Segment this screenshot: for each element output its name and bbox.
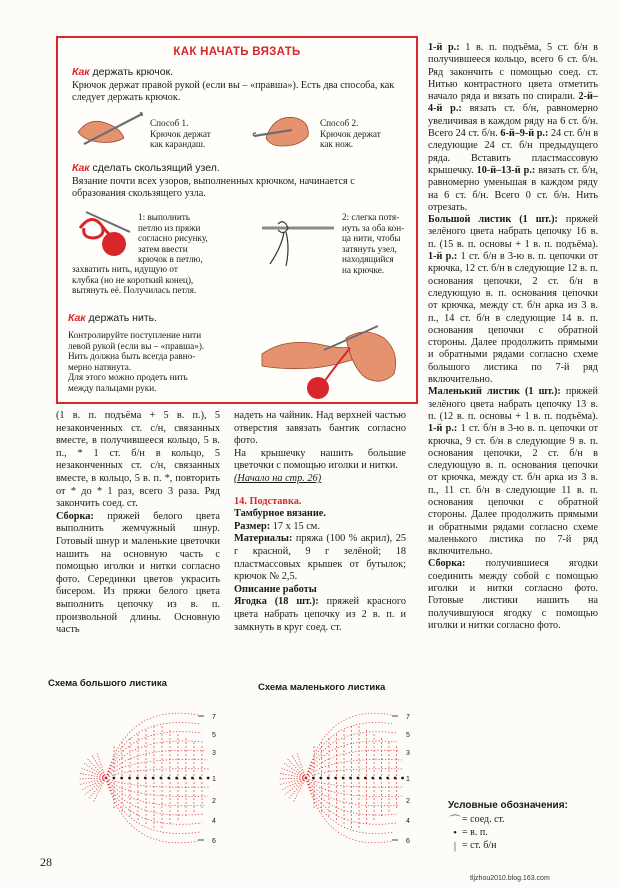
slip-knot-step2-illustration bbox=[256, 210, 336, 270]
hand-knife-grip-illustration bbox=[252, 110, 314, 150]
materials-line: Материалы: пряжа (100 % акрил), 25 г красной, 9 г зелёной; 18 пластмассовых крышек от бутылок; крючок № 2,5. bbox=[234, 533, 406, 583]
row-1-text: 1-й р.: 1 в. п. подъёма, 5 ст. б/н в получившееся кольцо, всего 6 ст. б/н. Ряд закончить с помощью соед. ст. Нитью контрастного цвета отметить начало ряда и вязать по спирали. 2-й–4-й р.: вязать ст. б/н, равномерно увеличивая в каждом ряду на 6 ст. б/н. Всего 24 ст. б/н. 6-й–9-й р.: 24 ст. б/н в следующие 24 ст. б/н предыдущего ряда. Вставить пластмассовую крышечку. 10-й–13-й р.: вязать ст. б/н, равномерно уменьшая в каждом ряду на 6 ст. б/н. Всего 0 ст. б/н. Нить отрезать. bbox=[428, 42, 599, 213]
chain-dot bbox=[175, 777, 178, 780]
chain-dot bbox=[207, 777, 210, 780]
row-label: 3 bbox=[406, 750, 410, 757]
stitch-row-upper bbox=[306, 750, 400, 778]
berry-start-text: Ягодка (18 шт.): пряжей красного цвета набрать цепочку из 2 в. п. и замкнуть в круг соед. ст. bbox=[234, 596, 407, 633]
size-line: Размер: 17 х 15 см. bbox=[234, 520, 320, 532]
page-number: 28 bbox=[40, 855, 52, 869]
stitch-row-lower bbox=[306, 778, 398, 815]
stitch-row-upper bbox=[306, 713, 392, 778]
slip-knot-heading: Как сделать скользящий узел. bbox=[72, 162, 220, 174]
fan-line bbox=[93, 778, 106, 803]
row-label: 6 bbox=[212, 838, 216, 845]
row-label: 2 bbox=[212, 798, 216, 805]
chain-dot bbox=[136, 777, 139, 780]
fan-line bbox=[78, 778, 106, 779]
final-assembly-text: Сборка: получившиеся ягодки соединить между собой с помощью иголки и нитки согласно фото. Готовые листики нашить на получившуюся ягодку с помощью иголки и нитки согласно фото. bbox=[428, 558, 598, 631]
row-label: 1 bbox=[212, 776, 216, 783]
big-leaf-chart-title: Схема большого листика bbox=[48, 678, 167, 689]
stitch-row-upper bbox=[306, 732, 396, 778]
row-label: 1 bbox=[406, 776, 410, 783]
fan-line bbox=[296, 752, 306, 778]
row-label: 7 bbox=[212, 714, 216, 721]
assembly-paragraph: Сборка: пряжей белого цвета выполнить жемчужный шнур. Готовый шнур и маленькие цветочки нашить на основную часть с помощью иголки и нитки согласно фото. Серединки цветов украсить бисером. Из пряжи белого цвета выполнить цепочку из в. п. произвольной длины. Основную часть bbox=[56, 510, 220, 636]
small-leaf-chart-title: Схема маленького листика bbox=[258, 682, 386, 693]
chain-dot bbox=[199, 777, 202, 780]
slip-knot-text: Вязание почти всех узоров, выполненных крючком, начинается с образования скользящего узла. bbox=[72, 176, 355, 199]
stitch-row-upper bbox=[106, 759, 208, 778]
step-1b-caption: захватить нить, идущую от клубка (но не короткий конец), вытянуть её. Получилась петля. bbox=[72, 264, 197, 296]
technique-label: Тамбурное вязание. bbox=[234, 508, 326, 520]
stitch-row-upper bbox=[106, 713, 198, 778]
method-2-caption: Способ 2. Крючок держат как нож. bbox=[320, 118, 381, 150]
hold-thread-heading: Как держать нить. bbox=[68, 312, 158, 324]
stitch-row-lower bbox=[306, 778, 392, 843]
slip-stitch-symbol-icon: ⌒ bbox=[449, 814, 461, 827]
row-label: 5 bbox=[406, 732, 410, 739]
fan-line bbox=[96, 752, 106, 778]
step-2-caption: 2: слегка потя- нуть за оба кон- ца нити, чтобы затянуть узел, находящийся на крючке. bbox=[342, 212, 405, 275]
continued-link[interactable]: (Начало на стр. 26) bbox=[234, 472, 322, 484]
single-crochet-symbol-icon: | bbox=[453, 839, 457, 852]
berry-tail-text: (1 в. п. подъёма + 5 в. п.), 5 незаконченных ст. с/н, связанных вместе, в получившееся кольцо, 5 в. п., * 1 ст. б/н в кольцо, 5 незаконченных ст. с/н, связанных вместе, в кольцо, 5 в. п. *, повторить от * до * 1 раз, всего 3 раза. Ряд закончить соед. ст. bbox=[56, 410, 220, 510]
chain-dot bbox=[319, 777, 322, 780]
legend-title: Условные обозначения: bbox=[448, 800, 568, 811]
stitch-row-lower bbox=[306, 778, 400, 806]
big-leaf-text: Большой листик (1 шт.): пряжей зелёного цвета набрать цепочку 16 в. п. (15 в. п. основы + 1 в. п. подъёма). 1-й р.: 1 ст. б/н в 3-ю в. п. цепочки от крючка, 12 ст. б/н в следующие 12 в. п. основания цепочки, 2 ст. б/н в следующую в. п. основания цепочки от крючка, между ст. б/н арка из 3 в. п., 14 ст. б/н в следующие 14 в. п. основания цепочки с обратной стороны. Далее продолжить прямыми и обратными рядами согласно схеме большого листика по 7-й ряд включительно. bbox=[428, 214, 599, 386]
fan-line bbox=[80, 768, 106, 778]
legend-item-single-crochet: | = ст. б/н bbox=[448, 839, 598, 852]
row-label: 5 bbox=[212, 732, 216, 739]
legend bbox=[448, 800, 598, 852]
chain-dot bbox=[312, 777, 315, 780]
row-label: 7 bbox=[406, 714, 410, 721]
source-credit: tljzhou2010.blog.163.com bbox=[470, 875, 550, 882]
fan-line bbox=[81, 778, 106, 790]
hold-thread-text: Контролируйте поступление нити левой рукой (если вы – «правша»). Нить должна быть всегда равно- мерно натянута. Для этого можно продеть нить между пальцами руки. bbox=[68, 330, 205, 393]
legend-item-slip-stitch: ⌒ = соед. ст. bbox=[448, 813, 598, 826]
fan-line bbox=[278, 778, 306, 779]
chain-dot bbox=[394, 777, 397, 780]
hold-hook-text: Крючок держат правой рукой (если вы – «правша»). Есть два способа, как следует держать крючок. bbox=[72, 80, 395, 103]
hand-pencil-grip-illustration bbox=[74, 110, 144, 148]
fan-line bbox=[291, 754, 306, 778]
work-description-heading: Описание работы bbox=[234, 583, 317, 595]
legend-item-chain: • = в. п. bbox=[448, 826, 598, 839]
row-label: 3 bbox=[212, 750, 216, 757]
how-to-start-box bbox=[56, 36, 418, 404]
stitch-row-lower bbox=[106, 778, 202, 824]
fan-line bbox=[281, 778, 306, 790]
section-heading: 14. Подставка. bbox=[234, 495, 302, 507]
row-label: 2 bbox=[406, 798, 410, 805]
teapot-text: надеть на чайник. Над верхней частью отверстия завязать бантик согласно фото. bbox=[234, 410, 406, 447]
chain-symbol-icon: • bbox=[453, 826, 457, 839]
stitch-row-upper bbox=[306, 759, 402, 778]
fan-line bbox=[88, 778, 106, 799]
fan-line bbox=[280, 768, 306, 778]
lid-text: На крышечку нашить большие цветочки с помощью иголки и нитки. bbox=[234, 447, 406, 472]
thread-hand-illustration bbox=[254, 308, 404, 400]
hold-hook-heading: Как держать крючок. bbox=[72, 66, 174, 78]
chain-dot bbox=[128, 777, 131, 780]
fan-line bbox=[288, 778, 306, 799]
row-label: 4 bbox=[212, 818, 216, 825]
big-leaf-chart bbox=[36, 696, 236, 856]
method-1-caption: Способ 1. Крючок держат как карандаш. bbox=[150, 118, 211, 150]
chain-dot bbox=[183, 777, 186, 780]
stitch-row-lower bbox=[106, 778, 208, 797]
step-1-caption: 1: выполнить петлю из пряжи согласно рисунку, затем ввести крючок в петлю, bbox=[138, 212, 208, 265]
small-leaf-text: Маленький листик (1 шт.): пряжей зелёного цвета набрать цепочку 13 в. п. (12 в. п. основы + 1 в. п. подъёма). 1-й р.: 1 ст. б/н в 3-ю в. п. цепочки от крючка, 9 ст. б/н в следующие 9 в. п. основания цепочки, 2 ст. б/н в следующую в. п. основания цепочки от крючка, между ст. б/н арка из 3 в. п., 11 ст. б/н в следующие 11 в. п. основания цепочки с обратной стороны. Далее продолжить прямыми и обратными рядами согласно схеме маленького листика по 7-й ряд включительно. bbox=[428, 386, 598, 558]
stitch-row-upper bbox=[106, 750, 206, 778]
slip-knot-step1-illustration bbox=[72, 208, 136, 260]
chain-dot bbox=[191, 777, 194, 780]
small-leaf-chart bbox=[250, 696, 430, 856]
box-title: КАК НАЧАТЬ ВЯЗАТЬ bbox=[173, 46, 301, 58]
left-column bbox=[56, 410, 220, 637]
stitch-row-lower bbox=[306, 778, 402, 797]
right-column bbox=[428, 42, 598, 632]
chain-dot bbox=[386, 777, 389, 780]
row-label: 6 bbox=[406, 838, 410, 845]
row-label: 4 bbox=[406, 818, 410, 825]
middle-column bbox=[234, 410, 406, 634]
stitch-row-lower bbox=[306, 778, 396, 824]
chain-dot bbox=[401, 777, 404, 780]
stitch-row-lower bbox=[106, 778, 198, 843]
fan-line bbox=[293, 778, 306, 803]
stitch-row-upper bbox=[306, 741, 398, 778]
stitch-row-lower bbox=[106, 778, 206, 806]
fan-line bbox=[91, 754, 106, 778]
